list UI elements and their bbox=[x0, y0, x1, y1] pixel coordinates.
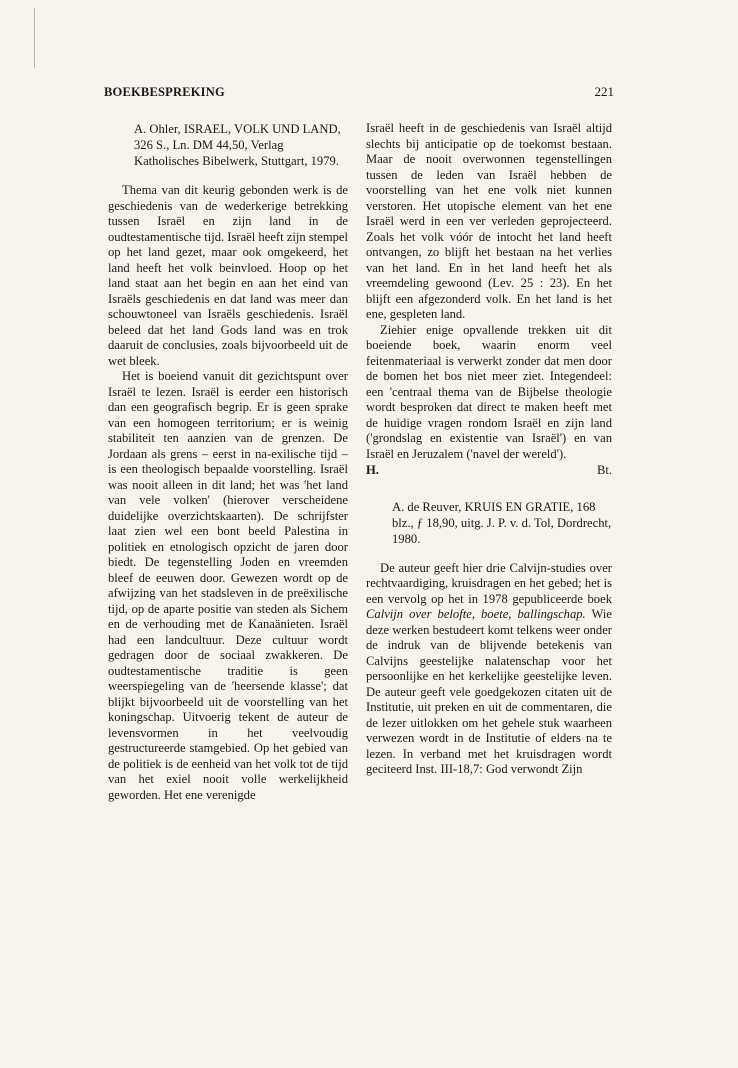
review2-paragraph-1 bbox=[366, 561, 612, 778]
page-number: 221 bbox=[594, 84, 614, 99]
section-title: BOEKBESPREKING bbox=[104, 85, 225, 99]
review1-paragraph-3: Israël heeft in de geschiedenis van Israël altijd slechts bij anticipatie op de toekomst bestaan. Maar de nooit overwonnen tegenstellingen tussen de leden van Israël hebben de voorstelling van het ene volk niet kunnen verstoren. Het utopische element van het ene Israël werd in een ver verleden geprojecteerd. Zoals het volk vóór de intocht het land heeft ontvangen, zo blijft het bestaan na het verlies van het land. En ìn het land heeft het als vreemdeling gewoond (Lev. 25 : 23). En het blijft een afgezonderd volk. En het land is het ene, gespleten land. bbox=[366, 121, 612, 321]
book-reference-ohler: A. Ohler, ISRAEL, VOLK UND LAND, 326 S., Ln. DM 44,50, Verlag Katholisches Bibelwerk, Stuttgart, 1979. bbox=[134, 122, 341, 168]
signature-initial: H. bbox=[366, 463, 379, 477]
review2-text-end: Wie deze werken bestudeert komt telkens weer onder de indruk van de blijvende betekenis van Calvijns geestelijke nalatenschap voor het persoonlijke en het kerkelijke geestelijke leven. De auteur geeft vele goedgekozen citaten uit de Institutie, uit preken en uit de commentaren, die de lezer uitlokken om het gehele stuk waarheen verwezen wordt in de Institutie of elders na te lezen. In verband met het kruisdragen wordt geciteerd Inst. III-18,7: God verwondt Zijn bbox=[366, 607, 612, 776]
review1-paragraph-4: Ziehier enige opvallende trekken uit dit boeiende boek, waarin enorm veel feitenmateriaal is verwerkt zonder dat men door de bomen het bos niet meer ziet. Integendeel: een 'centraal thema van de Bijbelse theologie wordt besproken dat direct te maken heeft met de huidige vragen rondom Israël en zijn land ('grondslag en existentie van Israël') en van Israël en Jeruzalem ('navel der wereld'). bbox=[366, 322, 612, 461]
book-title-calvijn: Calvijn over belofte, boete, ballingschap. bbox=[366, 607, 586, 621]
review1-paragraph-1: Thema van dit keurig gebonden werk is de geschiedenis van de wederkerige betrekking tussen Israël en zijn land in de oudtestamentische tijd. Israël heeft zijn stempel op het land gezet, maar ook omgekeerd, het land heeft het volk beinvloed. Hoop op het land staat aan het begin en aan het eind van Israëls geschiedenis en dat land was meer dan schouwtoneel van Israëls geschiedenis. Israël beleed dat het land Gods land was en trok daaruit de conclusies, zoals bijvoorbeeld uit de wet bleek. bbox=[108, 183, 348, 368]
running-head bbox=[104, 84, 614, 100]
right-column bbox=[366, 121, 612, 778]
review-signature bbox=[366, 463, 612, 479]
review2-text-start: De auteur geeft hier drie Calvijn-studies over rechtvaardiging, kruisdragen en het gebed; het is een vervolg op het in 1978 gepubliceerde boek bbox=[366, 560, 612, 606]
left-column bbox=[108, 121, 348, 803]
book-reference-de-reuver: A. de Reuver, KRUIS EN GRATIE, 168 blz., ƒ 18,90, uitg. J. P. v. d. Tol, Dordrecht, 1980. bbox=[392, 499, 612, 546]
review1-paragraph-2: Het is boeiend vanuit dit gezichtspunt over Israël te lezen. Israël is eerder een historisch dan een geografisch begrip. Er is geen sprake van een homogeen territorium; er is weinig stabiliteit ten aanzien van de grenzen. De Jordaan als grens – eerst in na-exilische tijd – is een theologisch bepaalde voorstelling. Israël was nooit alleen in dit land; het was 'het land van vele volken' (hierover verscheidene duidelijke overzichtskaarten). De schrijfster laat zien wel een bont beeld Palestina in politiek en etnologisch opzicht de jaren door biedt. De tegenstelling Joden en vreemden bleef de eeuwen door. Gewezen wordt op de afwijzing van het stadsleven in de preëxilische tijd, op de aparte positie van steden als Sichem en de verhouding met de Kanaänieten. Israël had een landcultuur. Deze cultuur wordt gedragen door de sociaal zwakkeren. De oudtestamentische traditie is geen weerspiegeling van de 'heersende klasse'; dat blijkt bijvoorbeeld uit de voorstelling van het koningschap. Uitvoerig tekent de auteur de levensvormen in het veelvoudig gestructureerde stamgebied. Op het gebied van de politiek is de eenheid van het volk tot de tijd van het exiel nooit volle werkelijkheid geworden. Het ene verenigde bbox=[108, 369, 348, 802]
signature-name: Bt. bbox=[596, 463, 612, 477]
scan-edge-line bbox=[34, 8, 35, 68]
